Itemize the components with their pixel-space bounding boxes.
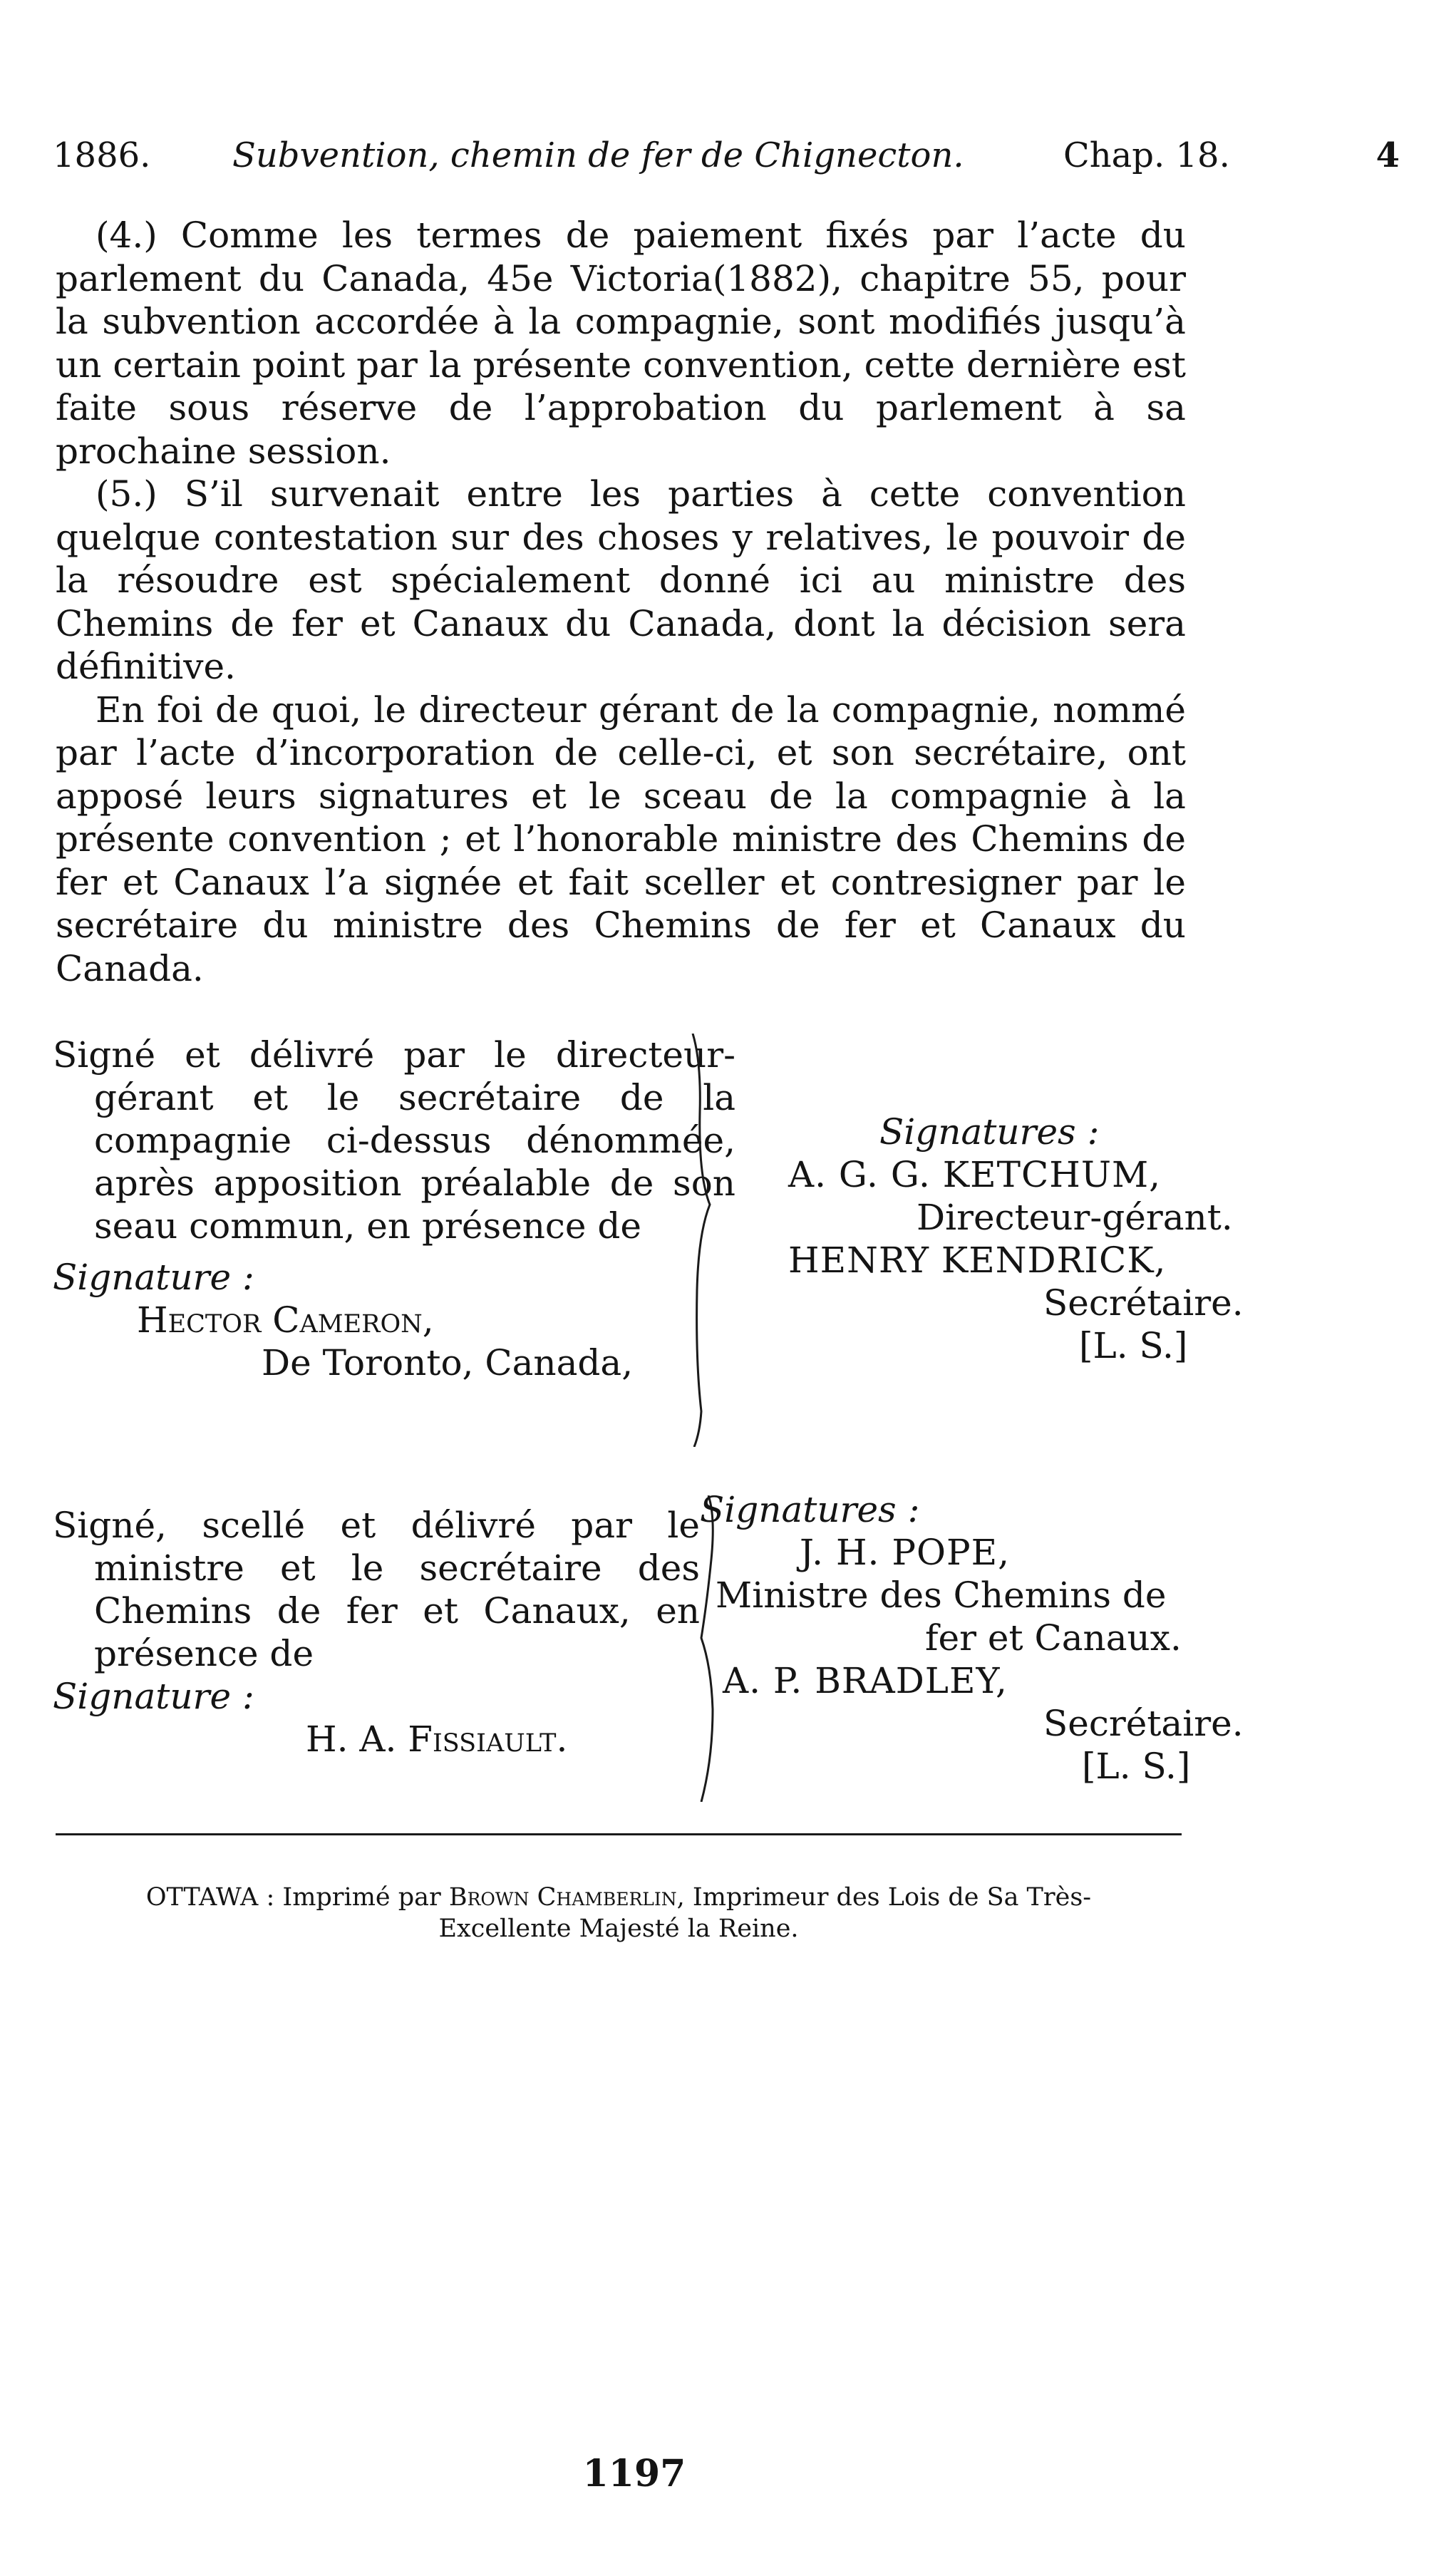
seal-2: [L. S.] [1082,1746,1191,1787]
signer-bradley-title: Secrétaire. [1043,1703,1244,1744]
signatures-section-2 [700,1488,1244,1788]
signer-kendrick: HENRY KENDRICK, [788,1240,1167,1281]
signer-bradley: A. P. BRADLEY, [723,1660,1008,1701]
witness-signature-label: Signature : [53,1257,254,1298]
signer-kendrick-title: Secrétaire. [1043,1282,1244,1324]
signer-ketchum: A. G. G. KETCHUM, [788,1154,1162,1195]
imprint-line-2: Excellente Majesté la Reine. [438,1915,799,1943]
paragraph-4: (4.) Comme les termes de paiement fixés par l’acte du parlement du Canada, 45e Victoria(1882), chapitre 55, pour la subvention accordée à la compagnie, sont modifiés jusqu’à un certain point par la présente convention, cette dernière est faite sous réserve de l’approbation du parlement à sa prochaine session. [56,215,1186,472]
brace-icon [680,1034,723,1447]
signatures-label: Signatures : [879,1111,1100,1153]
imprint-suffix: , Imprimeur des Lois de Sa Très- [676,1883,1092,1912]
seal: [L. S.] [1079,1325,1188,1366]
paragraph-5: (5.) S’il survenait entre les parties à cette convention quelque contestation sur des choses y relatives, le pouvoir de la résoudre est spécialement donné ici au ministre des Chemins de fer et Canaux du Canada, dont la décision sera définitive. [56,473,1186,687]
horizontal-rule [56,1833,1182,1835]
imprint-line-1 [56,1882,1182,1913]
imprint-prefix: OTTAWA : Imprimé par [145,1883,441,1912]
signer-pope-title-2: fer et Canaux. [925,1617,1182,1659]
signer-pope: J. H. POPE, [800,1532,1011,1573]
signature-block-company [53,1034,1244,1447]
running-header [53,127,1400,184]
header-chapter: Chap. 18. [1063,135,1230,175]
witness-statement: Signé et délivré par le directeur-gérant et le secrétaire de la compagnie ci-dessus dénommée, après apposition préalable de son seau commun, en présence de [53,1034,735,1247]
signatures-section [730,1034,1244,1367]
witness-statement-2: Signé, scellé et délivré par le ministre et le secrétaire des Chemins de fer et Canaux, en présence de [53,1505,700,1674]
witness-signature-label-2: Signature : [53,1676,254,1717]
witness-place: De Toronto, Canada, [262,1342,634,1383]
imprint-printer: Brown Chamberlin [448,1883,677,1912]
imprint [56,1882,1182,1944]
signer-pope-title-1: Ministre des Chemins de [716,1575,1167,1616]
witness-section [53,1034,735,1384]
witness-name: Hector Cameron, [137,1299,434,1341]
folio-number: 1197 [582,2452,686,2495]
paragraph-en-foi: En foi de quoi, le directeur gérant de la compagnie, nommé par l’acte d’incorporation de celle-ci, et son secrétaire, ont apposé leurs signatures et le sceau de la compagnie à la présente convention ; et l’honorable ministre des Chemins de fer et Canaux l’a signée et fait sceller et contresigner par le secrétaire du ministre des Chemins de fer et Canaux du Canada. [56,689,1186,989]
header-title: Subvention, chemin de fer de Chignecton. [232,135,964,175]
header-page-number: 4 [1375,135,1400,175]
signer-ketchum-title: Directeur-gérant. [917,1197,1233,1238]
witness-section-2 [53,1504,700,1761]
header-year: 1886. [53,135,151,175]
body-text [56,214,1186,990]
signature-block-minister [53,1488,1244,1802]
witness-name-2: H. A. Fissiault. [306,1719,568,1760]
signatures-label-2: Signatures : [700,1489,920,1530]
